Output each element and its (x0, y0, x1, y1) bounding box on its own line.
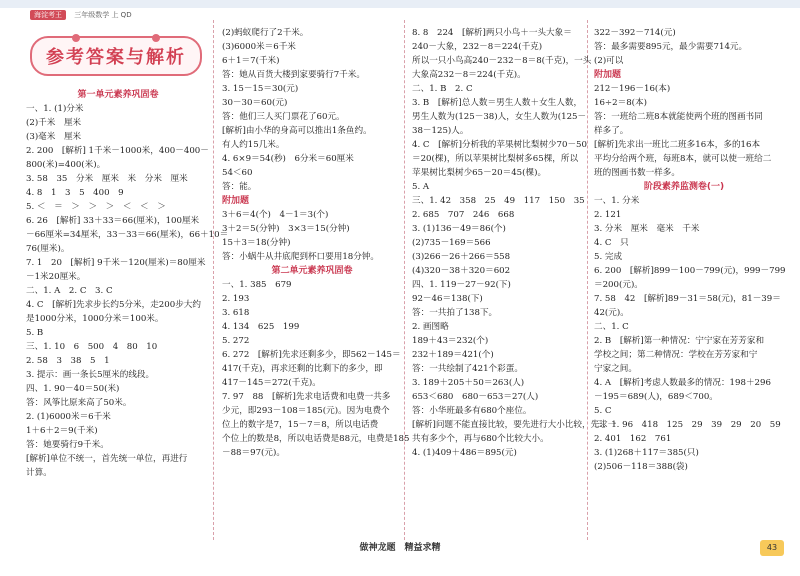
answer-line: －195＝689(人)，689＜700。 (594, 392, 718, 402)
answer-line: (2)735－169＝566 (412, 238, 491, 248)
answer-line: (2)千米 厘米 (26, 118, 82, 128)
answer-line: 3. 提示：画一条长5厘米的线段。 (26, 370, 155, 380)
answer-line: 4. (1)409＋486＝895(元) (412, 448, 517, 458)
answer-line: [解析]先求出一班比二班多16本，多的16本 (594, 140, 761, 150)
column-divider (213, 20, 214, 540)
answer-line: [解析]由小华的身高可以推出1条鱼约。 (222, 126, 372, 136)
answer-line: 答：小华班最多有680个座位。 (412, 406, 532, 416)
answer-line: 5. B (26, 328, 44, 338)
answer-line: 4. 6×9＝54(秒) 6分米＝60厘米 (222, 154, 354, 164)
answer-line: 答：一共拍了138下。 (412, 308, 498, 318)
answer-line: 大象高232－8＝224(千克)。 (412, 70, 526, 80)
answer-line: 二、1. A 2. C 3. C (26, 286, 113, 296)
answer-line: 3. 分米 厘米 毫米 千米 (594, 224, 700, 234)
answer-line: 答：她要骑行9千米。 (26, 440, 109, 450)
answer-line: 232＋189＝421(个) (412, 350, 494, 360)
answer-line: 3. 189＋205＋50＝263(人) (412, 378, 525, 388)
answer-line: 答：一班给二班8本就能使两个班的图画书同 (594, 112, 763, 122)
answer-line: 二、1. B 2. C (412, 84, 473, 94)
answer-line: 2. B [解析]第一种情况：宁宁家在芳芳家和 (594, 336, 765, 346)
answer-line: 42(元)。 (594, 308, 629, 318)
answer-line: 4. A [解析]考虑人数最多的情况：198＋296 (594, 378, 771, 388)
answer-line: 3＋2＝5(分钟) 3×3＝15(分钟) (222, 224, 350, 234)
section-title: 附加题 (594, 70, 622, 80)
answer-line: 7. 97 88 [解析]先求电话费和电费一共多 (222, 392, 391, 402)
answer-line: 4. C [解析]先求步长约5分米，走200步大约 (26, 300, 201, 310)
section-title: 第一单元素养巩固卷 (77, 90, 159, 100)
answer-line: 3. (1)136－49＝86(个) (412, 224, 506, 234)
title-dot (72, 34, 80, 42)
answer-line: 少元，即293－108＝185(元)。因为电费个 (222, 406, 390, 416)
answer-line: 三、1. 42 358 25 49 117 150 35 (412, 196, 585, 206)
answer-line: 答：能。 (222, 182, 257, 192)
answer-line: (2)506－118＝388(袋) (594, 462, 688, 472)
answer-line: 3. 15－15＝30(元) (222, 84, 299, 94)
answer-line: 2. 58 3 38 5 1 (26, 356, 110, 366)
answer-line: 5. 272 (222, 336, 250, 346)
column-divider (404, 20, 405, 540)
answer-line: 5. C (594, 406, 612, 416)
answer-line: 417(千克)，再求还剩的比剩下的多少，即 (222, 364, 383, 374)
section-title: 第二单元素养巩固卷 (271, 266, 353, 276)
answer-line: 4. C [解析]分析我的苹果树比梨树少70－50 (412, 140, 587, 150)
answer-line: 四、1. 90－40＝50(米) (26, 384, 120, 394)
footer-slogan: 做神龙题 精益求精 (359, 543, 441, 553)
answer-line: 5. A (412, 182, 430, 192)
title-box (30, 36, 202, 76)
answer-line: 2. 200 [解析] 1千米－1000米，400－400－ (26, 146, 209, 156)
answer-line: 有人约15几米。 (222, 140, 285, 150)
answer-line: 5. ＜ ＝ ＞ ＞ ＞ ＜ ＜ ＞ (26, 202, 166, 212)
answer-line: 4. C 只 (594, 238, 629, 248)
answer-line: 800(米)=400(米)。 (26, 160, 106, 170)
answer-line: 417－145＝272(千克)。 (222, 378, 321, 388)
answer-line: 2. 685 707 246 668 (412, 210, 515, 220)
answer-line: 76(厘米)。 (26, 244, 70, 254)
answer-line: 个位上的数是8，所以电话费是88元，电费是185 (222, 434, 410, 444)
answer-line: (2)蚂蚁爬行了2千米。 (222, 28, 309, 38)
answer-line: (3)6000米＝6千米 (222, 42, 296, 52)
answer-line: －66厘米=34厘米，33－33＝66(厘米)，66＋10＝ (26, 230, 229, 240)
answer-line: 189＋43＝232(个) (412, 336, 489, 346)
answer-line: 5. 完成 (594, 252, 623, 262)
answer-line: 三、1. 10 6 500 4 80 10 (26, 342, 158, 352)
answer-line: 322－392－714(元) (594, 28, 676, 38)
answer-line: 6＋1＝7(千米) (222, 56, 280, 66)
column-divider (587, 20, 588, 540)
page-number: 43 (760, 540, 784, 556)
column-2 (222, 26, 410, 460)
answer-line: 四、1. 119－27－92(下) (412, 280, 511, 290)
answer-line: 4. 134 625 199 (222, 322, 300, 332)
answer-line: 位上的数字是7，15－7＝8，所以电话费 (222, 420, 379, 430)
answer-line: 6. 200 [解析]899－100－799(元)，999－799 (594, 266, 786, 276)
answer-line: 3. 58 35 分米 厘米 米 分米 厘米 (26, 174, 188, 184)
answer-line: 一、1. 385 679 (222, 280, 292, 290)
answer-line: 16÷2＝8(本) (594, 98, 647, 108)
answer-line: 240－大象，232－8＝224(千克) (412, 42, 543, 52)
grade-label: 三年级数学 上 QD (74, 11, 132, 19)
title-dot (152, 34, 160, 42)
answer-line: 15＋3＝18(分钟) (222, 238, 291, 248)
answer-line: 一、1. (1)分米 (26, 104, 84, 114)
answer-line: 答：一共绘制了421个彩蛋。 (412, 364, 523, 374)
answer-line: 54＜60 (222, 168, 253, 178)
answer-line: 212－196－16(本) (594, 84, 671, 94)
answer-line: 答：她从百货大楼到家要骑行7千米。 (222, 70, 365, 80)
answer-line: 653＜680 680－653＝27(人) (412, 392, 539, 402)
answer-line: (4)320－38＋320＝602 (412, 266, 511, 276)
answer-line: (3)毫米 厘米 (26, 132, 82, 142)
answer-line: 计算。 (26, 468, 52, 478)
answer-line: ＝200(元)。 (594, 280, 643, 290)
answer-line: 样多了。 (594, 126, 629, 136)
column-1 (26, 88, 229, 480)
answer-line: －1米20厘米。 (26, 272, 86, 282)
answer-line: [解析]问题不能直接比较，要先进行大小比较，先求一 (412, 420, 617, 430)
answer-line: 一、1. 分米 (594, 196, 640, 206)
answer-line: 3. (1)268＋117＝385(只) (594, 448, 699, 458)
top-band (0, 0, 800, 8)
answer-line: (3)266－26＋266＝558 (412, 252, 511, 262)
answer-line: 2. (1)6000米＝6千米 (26, 412, 111, 422)
answer-line: 2. 193 (222, 294, 250, 304)
brand-badge: 海淀考王 (30, 10, 66, 20)
answer-line: 2. 121 (594, 210, 622, 220)
answer-line: 所以一只小鸟高240－232－8＝8(千克)，一头 (412, 56, 592, 66)
answer-line: 宁家之间。 (594, 364, 637, 374)
page-title: 参考答案与解析 (46, 47, 186, 68)
answer-line: 1＋6＋2＝9(千米) (26, 426, 98, 436)
answer-line: 二、1. C (594, 322, 629, 332)
answer-line: [解析]单位不统一，首先统一单位，再进行 (26, 454, 188, 464)
section-title: 阶段素养监测卷(一) (643, 182, 725, 192)
answer-line: 答：他们三人买门票花了60元。 (222, 112, 345, 122)
answer-line: 8. 8 224 [解析]两只小鸟＋一头大象＝ (412, 28, 572, 38)
answer-line: 30－30＝60(元) (222, 98, 288, 108)
answer-line: 答：风筝比原来高了50米。 (26, 398, 132, 408)
answer-line: 2. 401 162 761 (594, 434, 672, 444)
answer-line: 6. 26 [解析] 33＋33＝66(厘米)，100厘米 (26, 216, 200, 226)
answer-line: 男生人数为(125－38)人，女生人数为(125－ (412, 112, 587, 122)
answer-line: 2. 画图略 (412, 322, 449, 332)
answer-line: 三、1. 96 418 125 29 39 29 20 59 (594, 420, 781, 430)
answer-line: (2)可以 (594, 56, 624, 66)
answer-line: 3. 618 (222, 308, 250, 318)
answer-line: 苹果树比梨树少65－20＝45(棵)。 (412, 168, 547, 178)
answer-line: 38－125)人。 (412, 126, 469, 136)
answer-line: 平均分给两个班，每班8本，就可以使一班给二 (594, 154, 772, 164)
answer-line: 4. 8 1 3 5 400 9 (26, 188, 124, 198)
answer-line: 6. 272 [解析]先求还剩多少，即562－145＝ (222, 350, 401, 360)
answer-line: ＝20(棵)，所以苹果树比梨树多65棵，所以 (412, 154, 579, 164)
answer-line: 班的图画书数一样多。 (594, 168, 680, 178)
header-badge (30, 10, 200, 24)
answer-line: 7. 1 20 [解析] 9千米－120(厘米)＝80厘米 (26, 258, 206, 268)
answer-line: 3. B [解析]总人数＝男生人数＋女生人数， (412, 98, 583, 108)
column-4 (594, 26, 786, 474)
answer-line: 3＋6＝4(个) 4－1＝3(个) (222, 210, 329, 220)
answer-line: 是1000分米，1000分米＝100米。 (26, 314, 164, 324)
answer-line: 答：小蜗牛从井底爬到杯口要用18分钟。 (222, 252, 380, 262)
answer-line: 92－46＝138(下) (412, 294, 483, 304)
section-title: 附加题 (222, 196, 250, 206)
answer-line: 学校之间；第二种情况：学校在芳芳家和宁 (594, 350, 758, 360)
answer-line: 共有多少个，再与680个比较大小。 (412, 434, 549, 444)
answer-line: 答：最多需要895元，最少需要714元。 (594, 42, 748, 52)
answer-line: －88＝97(元)。 (222, 448, 285, 458)
answer-line: 7. 58 42 [解析]89－31＝58(元)，81－39＝ (594, 294, 781, 304)
